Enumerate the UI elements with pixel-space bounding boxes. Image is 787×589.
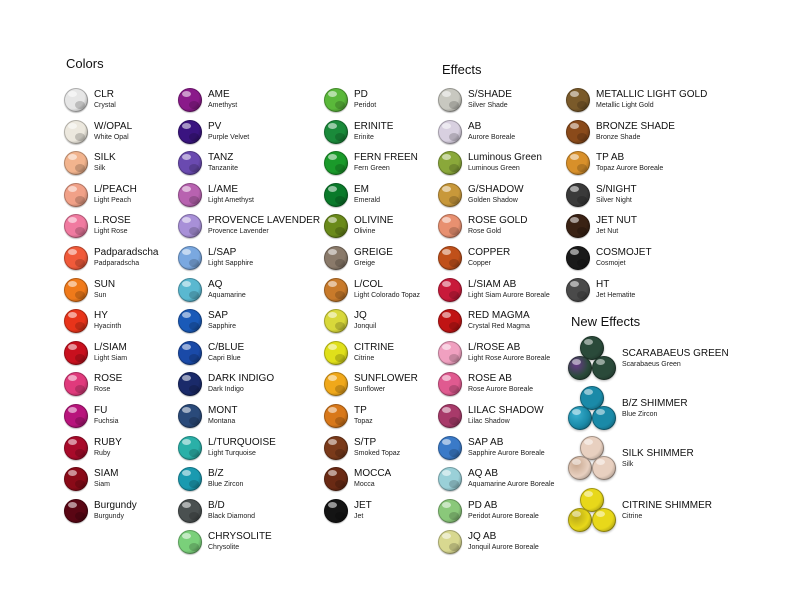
gem-swatch-icon	[64, 278, 88, 302]
gem-swatch-icon	[324, 120, 348, 144]
swatch-name: Luminous Green	[468, 165, 520, 173]
swatch-item	[178, 370, 274, 398]
swatch-item	[178, 339, 244, 367]
swatch-item	[438, 276, 550, 304]
gem-swatch-icon	[178, 372, 202, 396]
gem-swatch-icon	[64, 183, 88, 207]
swatch-item	[324, 465, 391, 493]
swatch-name: Golden Shadow	[468, 196, 518, 204]
swatch-code: SAP AB	[468, 436, 504, 448]
swatch-item	[64, 339, 127, 367]
gem-swatch-icon	[64, 120, 88, 144]
swatch-item	[324, 118, 393, 146]
swatch-name: Cosmojet	[596, 260, 626, 267]
gem-swatch-icon	[324, 246, 348, 270]
swatch-name: Citrine	[622, 513, 643, 520]
swatch-code: AME	[208, 89, 230, 100]
swatch-name: Crystal	[94, 102, 116, 109]
swatch-item	[64, 497, 137, 525]
swatch-code: JQ AB	[468, 531, 497, 543]
gem-swatch-icon	[566, 278, 590, 302]
swatch-code: HY	[94, 310, 108, 322]
gem-swatch-icon	[64, 467, 88, 491]
swatch-item	[566, 181, 637, 209]
swatch-item	[324, 149, 418, 177]
swatch-item	[178, 434, 276, 462]
gem-swatch-icon	[566, 246, 590, 270]
gem-swatch-icon	[438, 88, 462, 112]
swatch-item	[566, 149, 663, 177]
swatch-code: AQ	[208, 278, 223, 290]
gem-cluster-icon	[568, 436, 618, 482]
gem-swatch-icon	[324, 467, 348, 491]
swatch-code: FERN FREEN	[354, 152, 418, 164]
new-effect-label	[622, 348, 729, 370]
gem-swatch-icon	[438, 151, 462, 175]
gem-swatch-icon	[438, 120, 462, 144]
gem-swatch-icon	[178, 499, 202, 523]
gem-swatch-icon	[178, 467, 202, 491]
swatch-name: Blue Zircon	[208, 481, 244, 489]
swatch-name: Aquamarine	[208, 291, 246, 299]
swatch-code: Padparadscha	[94, 247, 159, 258]
swatch-item	[178, 465, 243, 493]
gem-swatch-icon	[64, 246, 88, 270]
gem-swatch-icon	[438, 499, 462, 523]
swatch-item	[438, 212, 527, 240]
swatch-item	[178, 307, 236, 335]
swatch-name: Silver Shade	[468, 102, 508, 109]
swatch-code: SUNFLOWER	[354, 373, 418, 385]
swatch-code: CLR	[94, 89, 115, 100]
swatch-item	[324, 370, 418, 398]
gem-swatch-icon	[178, 151, 202, 175]
gem-icon	[592, 406, 616, 430]
swatch-code: S/TP	[354, 436, 377, 448]
gem-cluster-icon	[568, 336, 618, 382]
new-effect-label	[622, 500, 712, 522]
swatch-name: Sun	[94, 291, 107, 299]
swatch-name: Light Rose Aurore Boreale	[468, 354, 551, 362]
swatch-name: Montana	[208, 418, 236, 425]
swatch-code: CHRYSOLITE	[208, 531, 272, 543]
gem-swatch-icon	[178, 120, 202, 144]
gem-icon	[568, 406, 592, 430]
new-effect-label	[622, 398, 688, 420]
gem-swatch-icon	[438, 404, 462, 428]
swatch-name: Sunflower	[354, 386, 386, 394]
swatch-name: Hyacinth	[94, 323, 122, 331]
swatch-code: TANZ	[208, 152, 234, 164]
swatch-item	[178, 181, 254, 209]
gem-swatch-icon	[438, 214, 462, 238]
gem-swatch-icon	[438, 183, 462, 207]
swatch-code: FU	[94, 405, 108, 416]
swatch-name: Jet Hematite	[596, 291, 636, 299]
swatch-code: TP AB	[596, 152, 625, 164]
colors-heading: Colors	[66, 56, 104, 71]
gem-icon	[568, 456, 592, 480]
swatch-code: RUBY	[94, 436, 122, 448]
gem-swatch-icon	[324, 309, 348, 333]
swatch-code: BRONZE SHADE	[596, 120, 675, 132]
swatch-name: Capri Blue	[208, 354, 241, 362]
swatch-name: Jonquil Aurore Boreale	[468, 544, 539, 552]
swatch-code: G/SHADOW	[468, 183, 524, 195]
swatch-name: White Opal	[94, 133, 129, 141]
swatch-item	[438, 370, 533, 398]
swatch-name: Scarabaeus Green	[622, 361, 681, 368]
gem-icon	[592, 356, 616, 380]
gem-cluster-icon	[568, 488, 618, 534]
gem-swatch-icon	[438, 246, 462, 270]
swatch-item	[438, 181, 524, 209]
swatch-name: Silk	[94, 165, 106, 173]
swatch-item	[324, 276, 420, 304]
swatch-item	[438, 339, 550, 367]
gem-swatch-icon	[324, 278, 348, 302]
swatch-name: Jonquil	[354, 323, 377, 331]
swatch-name: Copper	[468, 260, 491, 267]
swatch-code: B/Z SHIMMER	[622, 398, 688, 409]
swatch-item	[324, 497, 372, 525]
swatch-item	[566, 212, 637, 240]
swatch-code: COPPER	[468, 247, 511, 258]
gem-swatch-icon	[64, 309, 88, 333]
swatch-item	[178, 212, 320, 240]
swatch-name: Light Turquoise	[208, 449, 256, 457]
swatch-code: C/BLUE	[208, 341, 245, 353]
gem-swatch-icon	[178, 246, 202, 270]
swatch-code: L/SIAM	[94, 341, 127, 353]
swatch-code: TP	[354, 405, 367, 416]
swatch-name: Chrysolite	[208, 544, 240, 552]
swatch-code: L/SAP	[208, 247, 237, 258]
swatch-name: Jet	[354, 512, 364, 520]
swatch-code: L/COL	[354, 278, 383, 290]
swatch-code: EM	[354, 183, 369, 195]
swatch-name: Light Siam Aurore Boreale	[468, 291, 550, 299]
gem-swatch-icon	[64, 372, 88, 396]
gem-swatch-icon	[178, 530, 202, 554]
gem-swatch-icon	[64, 404, 88, 428]
swatch-code: L/SIAM AB	[468, 278, 517, 290]
swatch-code: S/SHADE	[468, 89, 512, 100]
swatch-name: Aquamarine Aurore Boreale	[468, 481, 555, 489]
swatch-item	[64, 212, 131, 240]
gem-swatch-icon	[324, 341, 348, 365]
swatch-code: SILK	[94, 152, 116, 164]
gem-swatch-icon	[438, 467, 462, 491]
gem-swatch-icon	[324, 183, 348, 207]
swatch-name: Crystal Red Magma	[468, 323, 530, 331]
swatch-item	[438, 497, 539, 525]
swatch-name: Ruby	[94, 449, 111, 457]
swatch-name: Bronze Shade	[596, 133, 641, 141]
swatch-item	[178, 244, 253, 272]
effects-heading: Effects	[442, 62, 482, 77]
swatch-name: Fern Green	[354, 165, 390, 173]
swatch-name: Amethyst	[208, 102, 238, 109]
swatch-code: MONT	[208, 405, 238, 416]
swatch-name: Blue Zircon	[622, 411, 658, 418]
swatch-name: Citrine	[354, 354, 375, 362]
gem-swatch-icon	[64, 436, 88, 460]
swatch-code: DARK INDIGO	[208, 373, 275, 385]
swatch-code: CITRINE	[354, 341, 394, 353]
swatch-item	[64, 434, 122, 462]
gem-icon	[568, 356, 592, 380]
swatch-item	[64, 402, 119, 430]
swatch-name: Peridot Aurore Boreale	[468, 512, 539, 520]
swatch-item	[324, 307, 376, 335]
gem-swatch-icon	[324, 499, 348, 523]
swatch-code: CITRINE SHIMMER	[622, 500, 712, 511]
swatch-code: Luminous Green	[468, 152, 542, 164]
swatch-code: AB	[468, 120, 482, 132]
swatch-code: JQ	[354, 310, 367, 322]
swatch-name: Rose Aurore Boreale	[468, 386, 533, 394]
swatch-name: Greige	[354, 260, 376, 267]
gem-swatch-icon	[178, 341, 202, 365]
swatch-code: ROSE	[94, 373, 123, 385]
gem-icon	[592, 508, 616, 532]
swatch-name: Light Amethyst	[208, 196, 254, 204]
swatch-name: Light Siam	[94, 354, 128, 362]
swatch-item	[324, 212, 393, 240]
swatch-name: Smoked Topaz	[354, 449, 401, 457]
swatch-code: JET	[354, 499, 372, 511]
swatch-item	[566, 86, 707, 114]
swatch-item	[64, 307, 121, 335]
swatch-name: Tanzanite	[208, 165, 238, 173]
swatch-code: OLIVINE	[354, 215, 394, 227]
swatch-item	[324, 339, 394, 367]
gem-icon	[592, 456, 616, 480]
swatch-item	[438, 149, 542, 177]
swatch-code: GREIGE	[354, 247, 393, 258]
swatch-item	[438, 86, 512, 114]
swatch-code: L/ROSE AB	[468, 341, 521, 353]
swatch-item	[178, 497, 255, 525]
swatch-name: Burgundy	[94, 512, 124, 520]
swatch-item	[178, 276, 246, 304]
swatch-item	[64, 244, 159, 272]
swatch-name: Topaz Aurore Boreale	[596, 165, 664, 173]
swatch-code: JET NUT	[596, 215, 637, 227]
swatch-name: Jet Nut	[596, 228, 619, 236]
swatch-code: L/TURQUOISE	[208, 436, 276, 448]
swatch-item	[324, 86, 376, 114]
gem-swatch-icon	[64, 88, 88, 112]
gem-swatch-icon	[64, 151, 88, 175]
gem-swatch-icon	[566, 214, 590, 238]
swatch-code: PD	[354, 89, 368, 100]
swatch-code: Burgundy	[94, 499, 137, 511]
swatch-item	[324, 244, 393, 272]
swatch-item	[566, 276, 635, 304]
swatch-item	[438, 465, 554, 493]
gem-swatch-icon	[178, 183, 202, 207]
swatch-name: Light Peach	[94, 196, 131, 204]
swatch-name: Aurore Boreale	[468, 133, 516, 141]
gem-swatch-icon	[324, 214, 348, 238]
swatch-item	[324, 434, 400, 462]
gem-swatch-icon	[438, 372, 462, 396]
gem-swatch-icon	[64, 214, 88, 238]
swatch-item	[178, 118, 249, 146]
swatch-code: SCARABAEUS GREEN	[622, 348, 729, 359]
swatch-item	[324, 402, 373, 430]
swatch-name: Padparadscha	[94, 260, 140, 267]
swatch-name: Sapphire	[208, 323, 237, 331]
swatch-name: Rose Gold	[468, 228, 502, 236]
swatch-name: Silver Night	[596, 196, 632, 204]
swatch-code: B/D	[208, 499, 225, 511]
swatch-name: Olivine	[354, 228, 376, 236]
swatch-code: SAP	[208, 310, 229, 322]
gem-swatch-icon	[566, 120, 590, 144]
swatch-item	[178, 528, 272, 556]
swatch-name: Purple Velvet	[208, 133, 250, 141]
swatch-item	[438, 118, 515, 146]
swatch-name: Light Colorado Topaz	[354, 291, 421, 299]
gem-swatch-icon	[566, 151, 590, 175]
swatch-code: L/PEACH	[94, 183, 137, 195]
gem-swatch-icon	[438, 278, 462, 302]
gem-swatch-icon	[64, 341, 88, 365]
swatch-item	[438, 307, 530, 335]
swatch-code: W/OPAL	[94, 120, 133, 132]
swatch-name: Peridot	[354, 102, 377, 109]
swatch-name: Metallic Light Gold	[596, 102, 654, 109]
new-effect-label	[622, 448, 694, 470]
gem-swatch-icon	[324, 436, 348, 460]
swatch-name: Mocca	[354, 481, 375, 489]
gem-swatch-icon	[324, 404, 348, 428]
swatch-code: PD AB	[468, 499, 498, 511]
swatch-code: LILAC SHADOW	[468, 405, 544, 416]
gem-swatch-icon	[64, 499, 88, 523]
swatch-name: Silk	[622, 461, 634, 468]
new-effects-heading: New Effects	[571, 314, 641, 329]
swatch-name: Rose	[94, 386, 111, 394]
swatch-code: ERINITE	[354, 120, 394, 132]
swatch-item	[438, 244, 510, 272]
gem-swatch-icon	[438, 530, 462, 554]
gem-swatch-icon	[178, 309, 202, 333]
swatch-name: Topaz	[354, 418, 373, 425]
gem-swatch-icon	[178, 404, 202, 428]
swatch-code: L/AME	[208, 183, 239, 195]
swatch-item	[178, 86, 237, 114]
gem-swatch-icon	[438, 309, 462, 333]
swatch-item	[64, 118, 132, 146]
swatch-code: COSMOJET	[596, 247, 652, 258]
swatch-code: AQ AB	[468, 468, 499, 480]
swatch-item	[566, 118, 675, 146]
swatch-item	[438, 434, 545, 462]
swatch-item	[566, 244, 652, 272]
swatch-item	[64, 370, 122, 398]
swatch-code: MOCCA	[354, 468, 392, 480]
swatch-item	[64, 465, 118, 493]
gem-swatch-icon	[178, 436, 202, 460]
gem-swatch-icon	[178, 88, 202, 112]
gem-swatch-icon	[178, 278, 202, 302]
swatch-name: Siam	[94, 481, 110, 489]
swatch-code: S/NIGHT	[596, 183, 637, 195]
swatch-item	[64, 276, 115, 304]
gem-swatch-icon	[566, 88, 590, 112]
gem-swatch-icon	[324, 372, 348, 396]
gem-swatch-icon	[438, 341, 462, 365]
swatch-name: Fuchsia	[94, 418, 119, 425]
swatch-name: Dark Indigo	[208, 386, 244, 394]
swatch-code: PROVENCE LAVENDER	[208, 215, 321, 227]
gem-icon	[568, 508, 592, 532]
swatch-item	[438, 402, 544, 430]
gem-swatch-icon	[438, 436, 462, 460]
swatch-code: ROSE AB	[468, 373, 512, 385]
swatch-name: Provence Lavender	[208, 228, 269, 236]
swatch-code: L.ROSE	[94, 215, 131, 227]
swatch-item	[64, 86, 116, 114]
swatch-code: METALLIC LIGHT GOLD	[596, 89, 708, 100]
gem-cluster-icon	[568, 386, 618, 432]
swatch-code: ROSE GOLD	[468, 215, 528, 227]
swatch-code: B/Z	[208, 468, 224, 480]
swatch-item	[178, 149, 238, 177]
swatch-name: Erinite	[354, 133, 374, 141]
swatch-name: Emerald	[354, 196, 381, 204]
swatch-code: SUN	[94, 278, 116, 290]
gem-swatch-icon	[566, 183, 590, 207]
swatch-item	[64, 181, 137, 209]
swatch-name: Black Diamond	[208, 512, 256, 520]
swatch-code: HT	[596, 278, 610, 290]
swatch-code: SIAM	[94, 468, 119, 480]
gem-swatch-icon	[178, 214, 202, 238]
swatch-name: Sapphire Aurore Boreale	[468, 449, 545, 457]
swatch-name: Light Rose	[94, 228, 128, 236]
gem-swatch-icon	[324, 88, 348, 112]
swatch-code: RED MAGMA	[468, 310, 530, 322]
swatch-item	[438, 528, 539, 556]
swatch-item	[178, 402, 237, 430]
swatch-name: Lilac Shadow	[468, 418, 510, 425]
swatch-code: PV	[208, 120, 222, 132]
swatch-item	[64, 149, 116, 177]
swatch-name: Light Sapphire	[208, 260, 254, 267]
swatch-item	[324, 181, 380, 209]
gem-swatch-icon	[324, 151, 348, 175]
swatch-code: SILK SHIMMER	[622, 448, 694, 459]
